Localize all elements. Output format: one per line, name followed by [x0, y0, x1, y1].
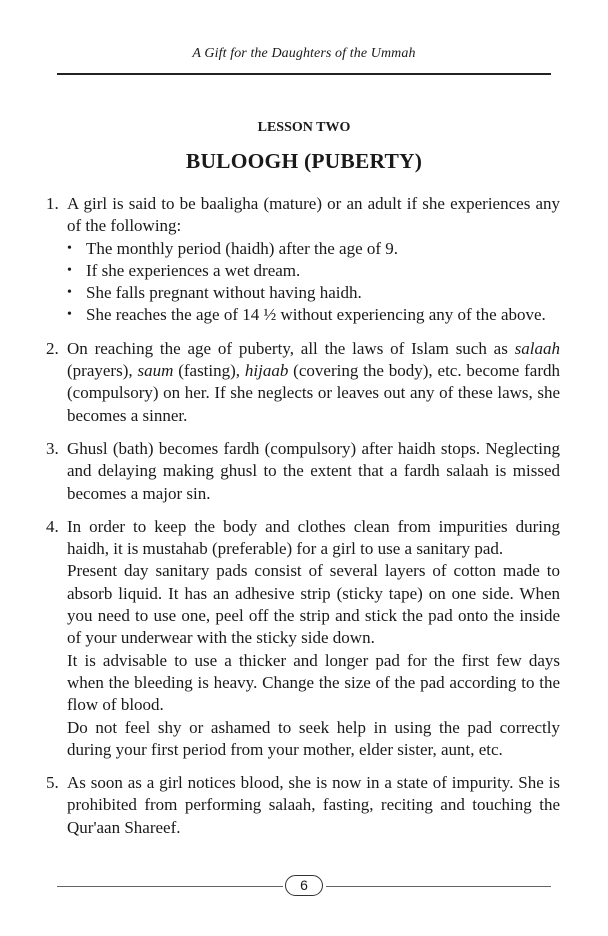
item-number: 2.	[46, 338, 59, 358]
item-paragraph: It is advisable to use a thicker and longer pad for the first few days when the bleeding is heavy. Change the size of the pad according to the flow of blood.	[67, 650, 560, 715]
item-number: 1.	[46, 194, 59, 213]
item-number: 5.	[46, 773, 59, 793]
item-paragraph: Present day sanitary pads consist of several layers of cotton made to absorb liquid. It has an adhesive strip (sticky tape) on one side. When you need to use one, peel off the strip and stick the pad onto the inside of your underwear with the sticky side down.	[67, 561, 560, 648]
running-header-title: A Gift for the Daughters of the Ummah	[192, 46, 416, 61]
footer-rule-right	[326, 886, 551, 887]
bullet-item: • The monthly period (haidh) after the age of 9.	[67, 238, 560, 260]
list-item-1	[46, 193, 560, 327]
item-number: 3.	[46, 438, 59, 458]
list-item-4	[46, 516, 560, 761]
bullet-item: • If she experiences a wet dream.	[67, 260, 560, 282]
bullet-icon: •	[67, 285, 72, 301]
item-text: On reaching the age of puberty, all the laws of Islam such as salaah (prayers), saum (fasting), hijaab (covering the body), etc. become fardh (compulsory) on her. If she neglects or leaves out any of these laws, she becomes a sinner.	[67, 338, 561, 425]
bullet-icon: •	[67, 262, 72, 278]
list-item-5	[46, 772, 560, 839]
item-text: In order to keep the body and clothes clean from impurities during haidh, it is mustahab (preferable) for a girl to use a sanitary pad.	[67, 516, 560, 559]
item-text: A girl is said to be baaligha (mature) or an adult if she experiences any of the following:	[67, 194, 560, 236]
bullet-list	[67, 238, 560, 327]
bullet-item: • She falls pregnant without having haidh.	[67, 282, 560, 304]
footer-rule-left	[57, 886, 283, 887]
header-rule	[57, 73, 551, 75]
item-number: 4.	[46, 516, 59, 536]
page-title: BULOOGH (PUBERTY)	[185, 149, 423, 173]
bullet-icon: •	[67, 307, 72, 323]
list-item-2	[46, 338, 560, 427]
list-item-3	[46, 438, 560, 505]
page-number: 6	[285, 875, 323, 896]
bullet-icon: •	[67, 240, 72, 256]
lesson-label: LESSON TWO	[257, 120, 351, 135]
item-text: As soon as a girl notices blood, she is now in a state of impurity. She is prohibited from performing salaah, fasting, reciting and touching the Qur'aan Shareef.	[67, 773, 560, 837]
body-text	[46, 193, 560, 850]
item-text: Ghusl (bath) becomes fardh (compulsory) after haidh stops. Neglecting and delaying making ghusl to the extent that a fardh salaah is missed becomes a major sin.	[67, 438, 560, 503]
item-paragraph: Do not feel shy or ashamed to seek help in using the pad correctly during your first period from your mother, elder sister, aunt, etc.	[67, 717, 560, 759]
bullet-item: • She reaches the age of 14 ½ without experiencing any of the above.	[67, 304, 560, 326]
